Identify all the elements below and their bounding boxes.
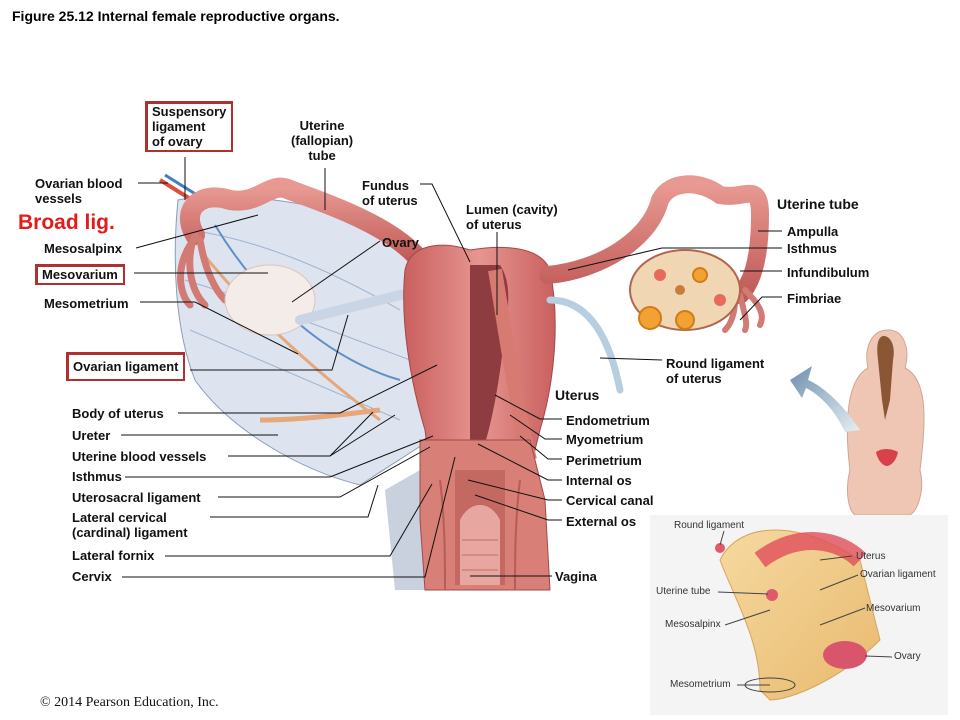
label-isthmus-right: Isthmus [787,241,837,256]
inset-label-mesosalpinx: Mesosalpinx [665,619,721,630]
body-silhouette-figure [847,330,924,515]
label-myometrium: Myometrium [566,432,644,447]
label-infundibulum: Infundibulum [787,265,870,280]
label-external-os: External os [566,514,637,529]
label-suspensory-ligament: Suspensory ligament of ovary [145,101,233,152]
label-vagina: Vagina [555,569,597,584]
label-ovarian-ligament: Ovarian ligament [66,352,185,381]
label-cervical-canal: Cervical canal [566,493,654,508]
label-perimetrium: Perimetrium [566,453,642,468]
label-uterine-fallopian-tube: Uterine (fallopian) tube [291,118,354,163]
label-lateral-fornix: Lateral fornix [72,548,155,563]
inset-label-uterine-tube: Uterine tube [656,586,711,597]
label-mesosalpinx: Mesosalpinx [44,241,123,256]
inset-label-uterus: Uterus [856,551,886,562]
inset-label-mesometrium: Mesometrium [670,679,731,690]
label-lumen-of-uterus: Lumen (cavity) of uterus [466,202,558,232]
label-body-of-uterus: Body of uterus [72,406,164,421]
label-fimbriae: Fimbriae [787,291,842,306]
label-ampulla: Ampulla [787,224,839,239]
label-ovarian-blood-vessels: Ovarian blood vessels [35,176,123,206]
label-mesometrium: Mesometrium [44,296,129,311]
label-mesovarium: Mesovarium [35,264,125,285]
label-ureter: Ureter [72,428,111,443]
label-uterosacral-ligament: Uterosacral ligament [72,490,201,505]
inset-label-ovary: Ovary [894,651,921,662]
label-endometrium: Endometrium [566,413,650,428]
label-fundus-of-uterus: Fundus of uterus [362,178,418,208]
label-round-ligament: Round ligament of uterus [666,356,765,386]
label-lateral-cervical-ligament: Lateral cervical (cardinal) ligament [72,510,188,540]
label-ovary: Ovary [382,235,419,250]
label-internal-os: Internal os [566,473,632,488]
label-cervix: Cervix [72,569,112,584]
inset-label-round-ligament: Round ligament [674,520,745,531]
copyright-notice: © 2014 Pearson Education, Inc. [40,695,219,710]
inset-label-ovarian-ligament: Ovarian ligament [860,569,936,580]
figure-title: Figure 25.12 Internal female reproductive organs. [12,8,340,24]
heading-uterine-tube: Uterine tube [777,196,859,212]
inset-label-mesovarium: Mesovarium [866,603,921,614]
heading-uterus: Uterus [555,387,600,403]
label-uterine-blood-vessels: Uterine blood vessels [72,449,207,464]
label-isthmus-left: Isthmus [72,469,122,484]
broad-ligament-annotation: Broad lig. [18,211,115,234]
